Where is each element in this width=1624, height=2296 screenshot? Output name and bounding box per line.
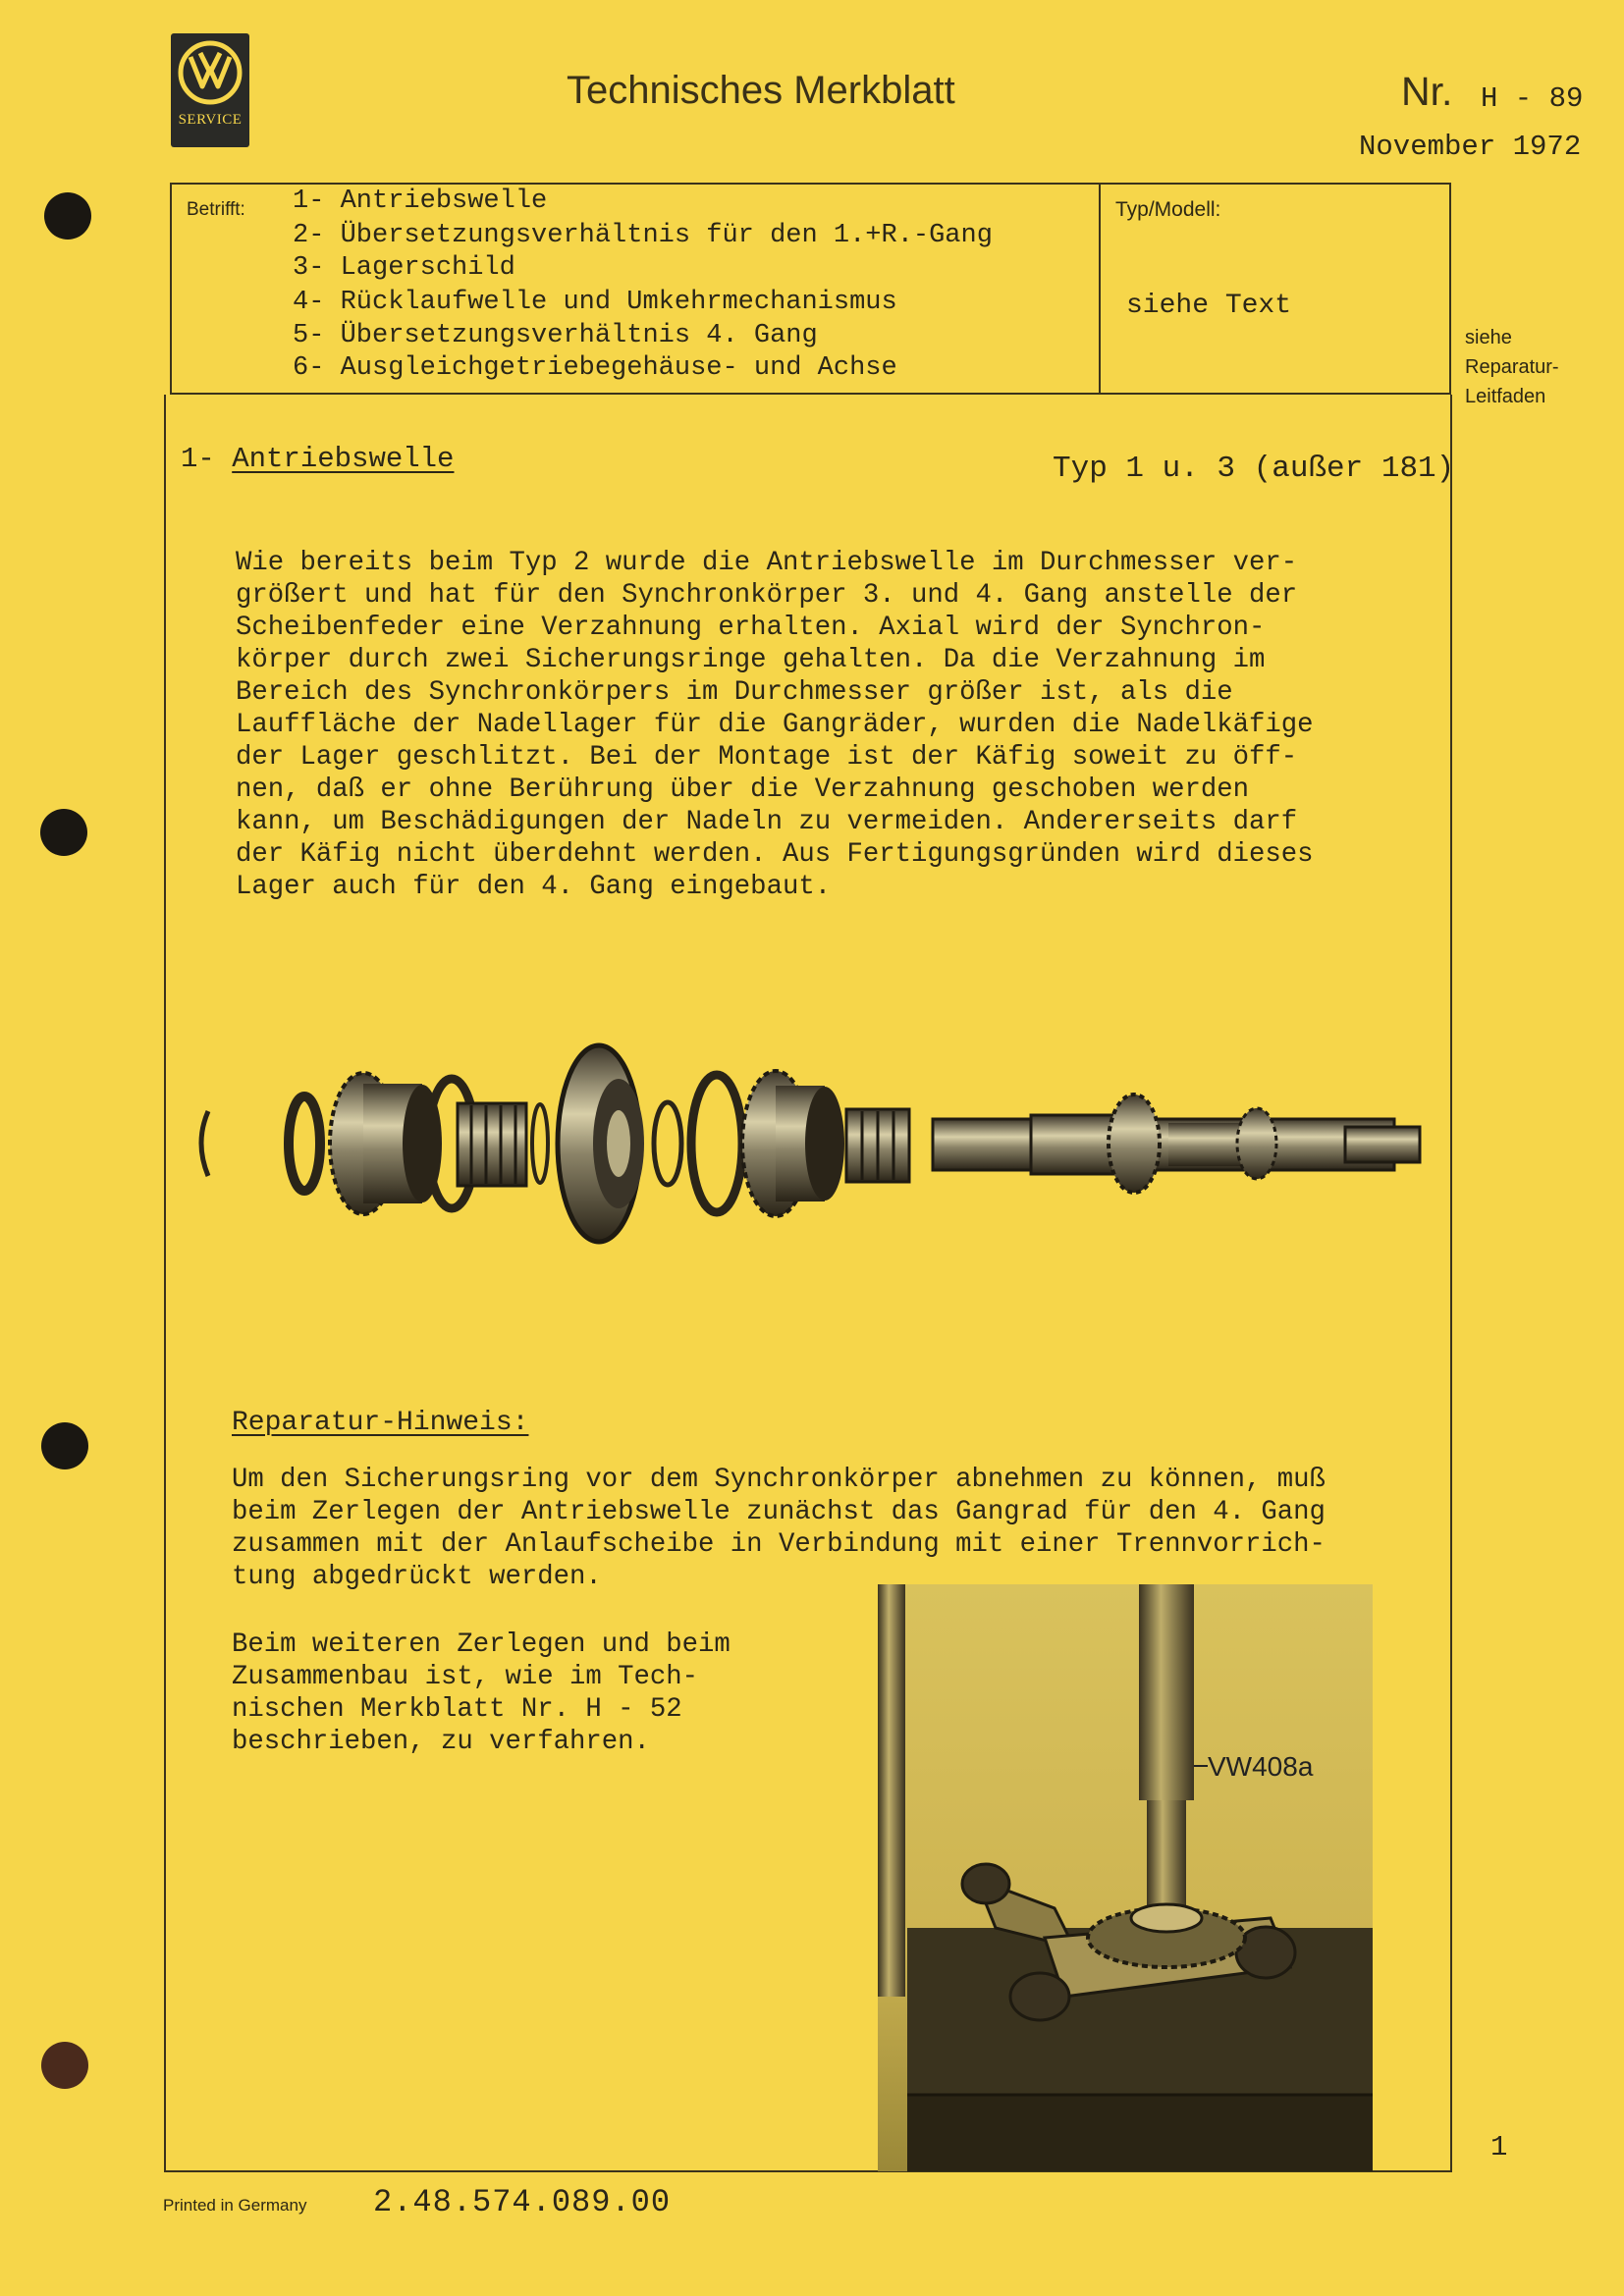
typ-modell-value: siehe Text: [1126, 291, 1292, 321]
section-paragraph: kann, um Beschädigungen der Nadeln zu vermeiden. Andererseits darf: [236, 807, 1298, 837]
repair-paragraph: zusammen mit der Anlaufscheibe in Verbindung mit einer Trennvorrich-: [232, 1529, 1326, 1560]
section-paragraph: Lauffläche der Nadellager für die Gangräder, wurden die Nadelkäfige: [236, 710, 1314, 740]
betrifft-label: Betrifft:: [187, 199, 245, 220]
typ-modell-label: Typ/Modell:: [1115, 198, 1221, 221]
subject-item: 3- Lagerschild: [293, 253, 515, 283]
exploded-shaft-illustration: [187, 1033, 1434, 1258]
section-paragraph: nen, daß er ohne Berührung über die Verzahnung geschoben werden: [236, 774, 1249, 805]
section-paragraph: größert und hat für den Synchronkörper 3. und 4. Gang anstelle der: [236, 580, 1298, 611]
subject-item: 2- Übersetzungsverhältnis für den 1.+R.-Gang: [293, 221, 993, 250]
punch-hole: [41, 1422, 88, 1469]
repair-paragraph: beim Zerlegen der Antriebswelle zunächst das Gangrad für den 4. Gang: [232, 1497, 1326, 1527]
logo-text: SERVICE: [178, 112, 243, 128]
punch-hole: [41, 2042, 88, 2089]
section-number: 1-: [181, 443, 215, 475]
section-type-note: Typ 1 u. 3 (außer 181): [1053, 452, 1455, 486]
section-paragraph: der Lager geschlitzt. Bei der Montage ist der Käfig soweit zu öff-: [236, 742, 1298, 773]
subject-item: 4- Rücklaufwelle und Umkehrmechanismus: [293, 288, 897, 317]
press-tool-photo: [878, 1584, 1373, 2171]
printed-in-germany: Printed in Germany: [163, 2196, 307, 2215]
repair-paragraph: Um den Sicherungsring vor dem Synchronkörper abnehmen zu können, muß: [232, 1465, 1326, 1495]
side-note-line: Reparatur-: [1465, 356, 1559, 378]
repair-paragraph: Beim weiteren Zerlegen und beim: [232, 1629, 731, 1660]
part-number: 2.48.574.089.00: [373, 2184, 672, 2220]
section-title: [181, 443, 454, 475]
vw-logo-icon: [177, 39, 244, 106]
document-date: November 1972: [1359, 131, 1582, 163]
press-tool-illustration: [878, 1584, 1373, 2171]
document-number: H - 89: [1481, 82, 1584, 115]
frame-line-left: [164, 395, 166, 2171]
repair-paragraph: tung abgedrückt werden.: [232, 1562, 602, 1592]
repair-paragraph: Zusammenbau ist, wie im Tech-: [232, 1662, 699, 1692]
repair-note-title-text: Reparatur-Hinweis:: [232, 1408, 529, 1438]
document-number-label: Nr.: [1401, 69, 1453, 114]
subject-item: 5- Übersetzungsverhältnis 4. Gang: [293, 321, 818, 350]
punch-hole: [44, 192, 91, 240]
tool-label: VW408a: [1208, 1751, 1314, 1782]
section-paragraph: Wie bereits beim Typ 2 wurde die Antriebswelle im Durchmesser ver-: [236, 548, 1298, 578]
subject-box-divider: [1099, 183, 1101, 395]
repair-paragraph: nischen Merkblatt Nr. H - 52: [232, 1694, 682, 1725]
side-note: [1465, 323, 1559, 411]
repair-paragraph: beschrieben, zu verfahren.: [232, 1727, 650, 1757]
section-paragraph: Scheibenfeder eine Verzahnung erhalten. Axial wird der Synchron-: [236, 613, 1266, 643]
side-note-line: Leitfaden: [1465, 386, 1546, 407]
section-paragraph: Bereich des Synchronkörpers im Durchmesser größer ist, als die: [236, 677, 1233, 708]
side-note-line: siehe: [1465, 327, 1512, 348]
vw-service-logo: [171, 33, 249, 147]
section-paragraph: körper durch zwei Sicherungsringe gehalten. Da die Verzahnung im: [236, 645, 1266, 675]
page-title: Technisches Merkblatt: [567, 69, 955, 112]
section-paragraph: Lager auch für den 4. Gang eingebaut.: [236, 872, 832, 902]
subject-item: 1- Antriebswelle: [293, 187, 548, 216]
page-number: 1: [1490, 2131, 1508, 2163]
frame-line-right: [1450, 395, 1452, 2171]
section-title-text: Antriebswelle: [232, 443, 455, 475]
section-paragraph: der Käfig nicht überdehnt werden. Aus Fertigungsgründen wird dieses: [236, 839, 1314, 870]
punch-hole: [40, 809, 87, 856]
subject-item: 6- Ausgleichgetriebegehäuse- und Achse: [293, 353, 897, 383]
repair-note-title: [232, 1408, 528, 1438]
